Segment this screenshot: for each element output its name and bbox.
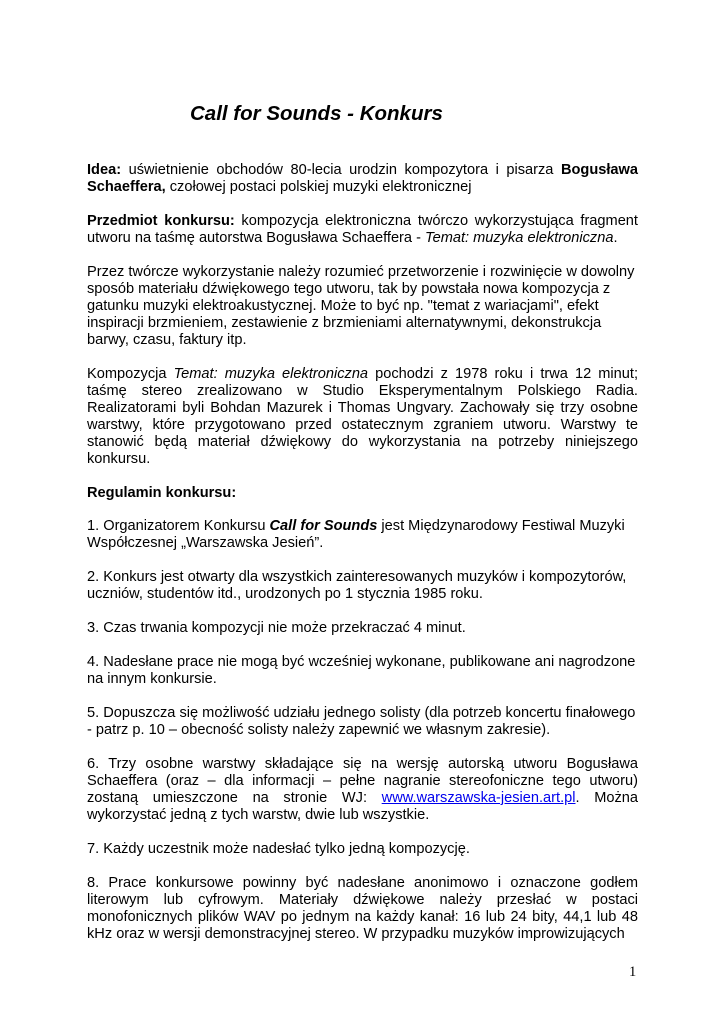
rule-3: 3. Czas trwania kompozycji nie może przekraczać 4 minut. [87,620,466,636]
rules-heading-text: Regulamin konkursu: [87,485,237,501]
subject-label: Przedmiot konkursu: [87,213,235,229]
rule-6-text-end: . Można wykorzystać jedną z tych warstw, dwie lub wszystkie. [87,790,638,823]
idea-paragraph [87,162,638,196]
composer-name: Bogusława Schaeffera, [87,162,638,195]
rule-6-text: 6. Trzy osobne warstwy składające się na wersję autorską utworu Bogusława Schaeffera (oraz – dla informacji – pełne nagranie stereofoniczne tego utworu) zostaną umieszczone na stronie WJ: [87,756,638,806]
rule-1 [87,518,638,552]
rule-8: 8. Prace konkursowe powinny być nadesłane anonimowo i oznaczone godłem literowym lub cyfrowym. Materiały dźwiękowe należy przesłać w postaci monofonicznych plików WAV po jednym na każdy kanał: 16 lub 24 bity, 44,1 lub 48 kHz oraz w wersji demonstracyjnej stereo. W przypadku muzyków improwizujących [87,875,638,942]
idea-text: uświetnienie obchodów 80-lecia urodzin kompozytora i pisarza [121,162,561,178]
festival-website-link[interactable]: www.warszawska-jesien.art.pl [381,790,576,806]
composition-work-title: Temat: muzyka elektroniczna [173,366,369,382]
rule-5: 5. Dopuszcza się możliwość udziału jednego solisty (dla potrzeb koncertu finałowego - patrz p. 10 – obecność solisty należy zapewnić we własnym zakresie). [87,705,636,738]
page-number: 1 [629,964,637,980]
page-title: Call for Sounds - Konkurs [190,102,443,125]
contest-name: Call for Sounds [269,518,378,534]
rule-4: 4. Nadesłane prace nie mogą być wcześniej wykonane, publikowane ani nagrodzone na innym konkursie. [87,654,636,687]
creative-use-paragraph: Przez twórcze wykorzystanie należy rozumieć przetworzenie i rozwinięcie w dowolny sposób materiału dźwiękowego tego utworu, tak by powstała nowa kompozycja z gatunku muzyki elektroakustycznej. Może to być np. "temat z wariacjami", efekt inspiracji brzmieniem, zestawienie z brzmieniami alternatywnymi, dekonstrukcja barwy, czasu, faktury itp. [87,264,635,348]
subject-text: kompozycja elektroniczna twórczo wykorzystująca fragment utworu na taśmę autorstwa Bogusława Schaeffera - [87,213,638,246]
subject-end: . [613,230,618,246]
rule-2: 2. Konkurs jest otwarty dla wszystkich zainteresowanych muzyków i kompozytorów, uczniów, studentów itd., urodzonych po 1 stycznia 1985 roku. [87,569,627,602]
idea-label: Idea: [87,162,122,178]
composition-text: pochodzi z 1978 roku i trwa 12 minut; taśmę stereo zrealizowano w Studio Eksperymentalnym Polskiego Radia. Realizatorami byli Bohdan Mazurek i Thomas Ungvary. Zachowały się trzy osobne warstwy, które przygotowano przed ostatecznym zgraniem utworu. Warstwy te stanowić będą materiał dźwiękowy do wykorzystania na potrzeby niniejszego konkursu. [87,366,639,467]
rule-1-text-end: jest Międzynarodowy Festiwal Muzyki Współczesnej „Warszawska Jesień”. [87,518,625,551]
rule-1-text: 1. Organizatorem Konkursu [87,518,270,534]
composition-prefix: Kompozycja [87,366,174,382]
composition-paragraph [87,366,638,468]
rules-heading [87,485,638,502]
subject-work-title: Temat: muzyka elektroniczna [425,230,614,246]
subject-paragraph [87,213,638,247]
rule-6 [87,756,638,824]
idea-text-end: czołowej postaci polskiej muzyki elektronicznej [165,179,472,195]
rule-7: 7. Każdy uczestnik może nadesłać tylko jedną kompozycję. [87,841,470,857]
